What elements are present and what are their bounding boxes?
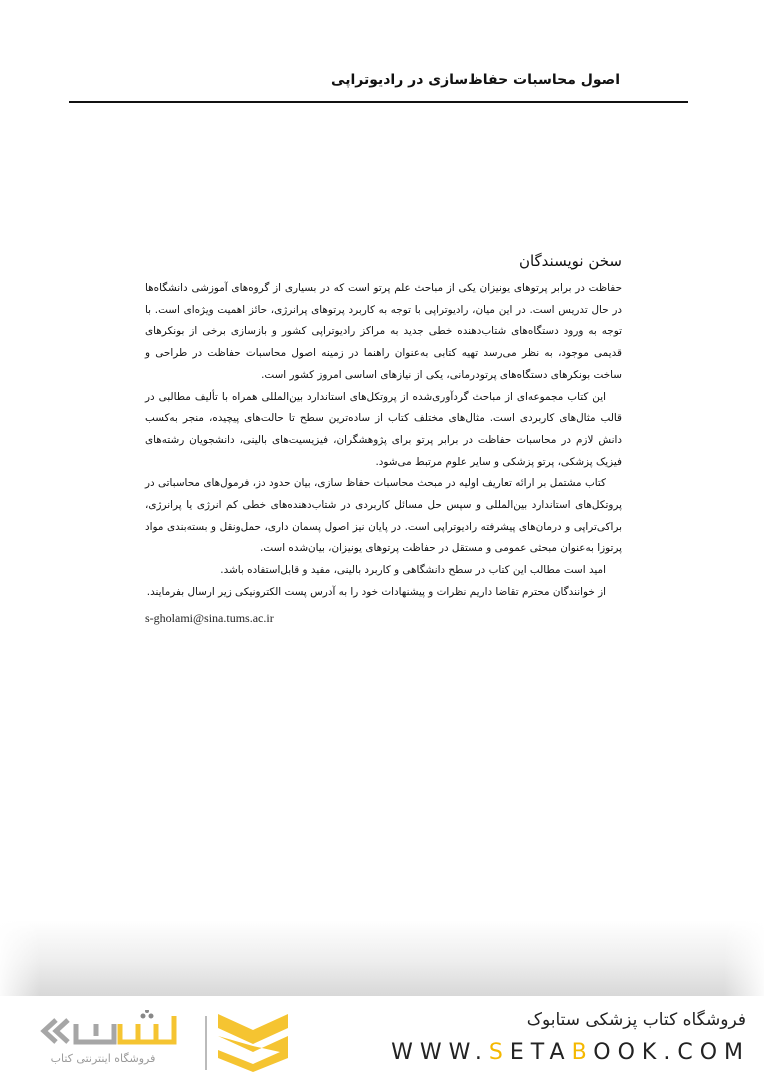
shop-url[interactable] bbox=[391, 1040, 750, 1065]
paragraph-4: امید است مطالب این کتاب در سطح دانشگاهی و کاربرد بالینی، مفید و قابل‌استفاده باشد. bbox=[220, 564, 606, 577]
running-header-title: اصول محاسبات حفاظ‌سازی در رادیوتراپی bbox=[331, 72, 620, 88]
url-part-b: B bbox=[571, 1040, 594, 1065]
contact-email[interactable]: s-gholami@sina.tums.ac.ir bbox=[145, 610, 274, 625]
setabook-wordmark-icon bbox=[34, 1010, 184, 1052]
logo-tagline: فروشگاه اینترنتی کتاب bbox=[50, 1052, 156, 1065]
url-part-s: S bbox=[488, 1040, 510, 1065]
paragraph-2: این کتاب مجموعه‌ای از مباحث گردآوری‌شده از پروتکل‌های استاندارد بین‌المللی همراه با تألیف مطالبی در قالب مثال‌های کاربردی است. مثال‌های مختلف کتاب از ساده‌ترین سطح تا حالت‌های پیچیده، منجر به‌کسب دانش لازم در محاسبات حفاظت در برابر پرتو برای پژوهشگران، فیزیسیت‌های بالینی، دانشجویان رشته‌های فیزیک پزشکی، پرتو پزشکی و سایر علوم مرتبط می‌شود. bbox=[145, 390, 622, 468]
url-part-1: WWW. bbox=[391, 1040, 489, 1065]
logo-divider bbox=[205, 1016, 207, 1070]
setabook-logo bbox=[30, 1010, 270, 1072]
setabook-chevron-logo-icon bbox=[218, 1014, 288, 1072]
paragraph-1: حفاظت در برابر پرتوهای یونیزان یکی از مباحث علم پرتو است که در بسیاری از گروه‌های آموزشی دانشگاه‌ها در حال تدریس است. در این میان، رادیوتراپی با توجه به کاربرد پرتوهای پرانرژی، حائز اهمیت ویژه‌ای است. با توجه به ورود دستگاه‌های شتاب‌دهنده خطی جدید به مراکز رادیوتراپی کشور و بازسازی برخی از بونکرهای قدیمی موجود، به نظر می‌رسد تهیه کتابی به‌عنوان راهنما در زمینه اصول محاسبات حفاظت در طراحی و ساخت بونکرهای دستگاه‌های پرتودرمانی، یکی از نیازهای اساسی امروز کشور است. bbox=[145, 282, 622, 381]
page-bottom-shadow bbox=[0, 920, 764, 996]
shop-name: فروشگاه کتاب پزشکی ستابوک bbox=[526, 1010, 746, 1030]
preface-content bbox=[145, 250, 622, 628]
url-part-3: ETA bbox=[509, 1040, 572, 1065]
url-part-5: OOK.COM bbox=[593, 1040, 750, 1065]
section-title: سخن نویسندگان bbox=[518, 252, 622, 270]
paragraph-3: کتاب مشتمل بر ارائه تعاریف اولیه در مبحث محاسبات حفاظ سازی، بیان حدود دز، فرمول‌های محاسباتی در پروتکل‌های استاندارد بین‌المللی و سپس حل مسائل کاربردی در شتاب‌دهنده‌های خطی کم انرژی یا پرانرژی، براکی‌تراپی و درمان‌های پیشرفته رادیوتراپی است. در پایان نیز اصول پسمان داری، حمل‌ونقل و بسته‌بندی مواد پرتوزا به‌عنوان مبحثی عمومی و مستقل در حفاظت پرتوهای یونیزان، بیان‌شده است. bbox=[145, 477, 622, 555]
paragraph-5: از خوانندگان محترم تقاضا داریم نظرات و پیشنهادات خود را به آدرس پست الکترونیکی زیر ارسال بفرمایند. bbox=[146, 585, 606, 598]
header-rule bbox=[69, 101, 688, 103]
watermark-footer bbox=[0, 996, 764, 1080]
